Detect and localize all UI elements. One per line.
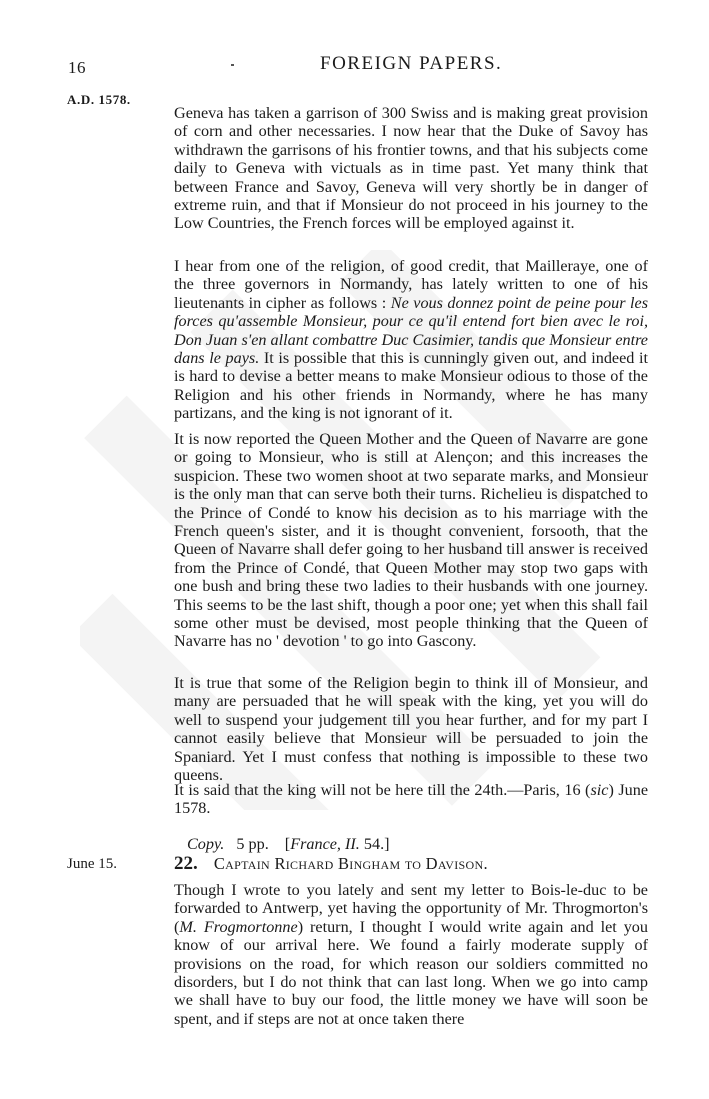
paragraph-religion: [174, 674, 648, 784]
paragraph-run: I hear from one of the religion, of good credit, that Mailleraye, one of the three governors in Normandy, has lately written to one of his lieutenants in cipher as follows :: [174, 257, 648, 312]
paragraph-text: [174, 257, 648, 423]
document-heading: [174, 853, 488, 875]
paragraph-text: It is true that some of the Religion begin to think ill of Monsieur, and many are persuaded that he will speak with the king, yet you will do well to suspend your judgement till you hear further, and for my part I cannot easily believe that Monsieur will be persuaded to join the Spaniard. Yet I must confess that nothing is impossible to these two queens.: [174, 674, 648, 785]
ref-number: 54.]: [363, 835, 390, 853]
paragraph-geneva: [174, 104, 648, 233]
paragraph-text: [174, 881, 648, 1028]
copy-reference: [187, 835, 390, 853]
paragraph-run: ) return, I thought I would write again and let you know of our arrival here. We found a fairly moderate supply of provisions on the road, for which reason our soldiers committed no disorders, but I do not think that can last long. When we go into camp we shall have to buy our food, the little money we have will soon be spent, and if steps are not at once taken there: [174, 917, 648, 1028]
italic-quotation: Ne vous donnez point de peine pour les forces qu'assemble Monsieur, pour ce qu'il entend fort bien avec le roi, Don Juan s'en allant combattre Duc Casimier, tandis que Monsieur entre dans le pays.: [174, 293, 649, 368]
paragraph-queen-mother: [174, 430, 648, 651]
document-number: 22.: [174, 853, 198, 874]
paragraph-run: Though I wrote to you lately and sent my letter to Bois-le-duc to be forwarded to Antwerp, yet having the opportunity of Mr. Throgmorton's (: [174, 881, 648, 936]
running-head: FOREIGN PAPERS.: [320, 53, 503, 74]
page-number: 16: [68, 58, 86, 77]
paragraph-mailleraye: [174, 257, 648, 423]
paragraph-run: ) June 1578.: [174, 781, 649, 818]
margin-date: June 15.: [67, 856, 117, 872]
sic-note: sic: [590, 781, 609, 799]
paragraph-text: Geneva has taken a garrison of 300 Swiss and is making great provision of corn and other necessaries. I now hear that the Duke of Savoy has withdrawn the garrisons of his frontier towns, and that his subjects come daily to Geneva with victuals as in time past. Yet many think that between France and Savoy, Geneva will very shortly be in danger of extreme ruin, and that if Monsieur do not proceed in his journey to the Low Countries, the French forces will be employed against it.: [174, 104, 648, 233]
paragraph-paris-date: [174, 781, 648, 818]
ref-collection: France, II.: [290, 835, 360, 853]
margin-year: A.D. 1578.: [67, 92, 131, 107]
paragraph-bingham-letter: [174, 881, 648, 1028]
paragraph-run: It is said that the king will not be here till the 24th.—Paris, 16 (: [174, 781, 591, 799]
italic-name: M. Frogmortonne: [179, 917, 298, 936]
paragraph-text: [174, 781, 648, 818]
header-dot: [231, 64, 234, 66]
paragraph-run: It is possible that this is cunningly given out, and indeed it is hard to devise a better means to make Monsieur odious to those of the Religion and his other friends in Normandy, where he has many partizans, and the king is not ignorant of it.: [174, 349, 649, 423]
ref-open: [: [284, 835, 291, 853]
copy-pages: 5 pp.: [236, 835, 269, 853]
copy-label: Copy.: [187, 835, 225, 853]
document-title: Captain Richard Bingham to Davison.: [213, 854, 488, 873]
paragraph-text: It is now reported the Queen Mother and the Queen of Navarre are gone or going to Monsieur, who is still at Alençon; and this increases the suspicion. These two women shoot at two separate marks, and Monsieur is the only man that can serve both their turns. Richelieu is dispatched to the Prince of Condé to know his decision as to his marriage with the French queen's sister, and it is thought convenient, forsooth, that the Queen of Navarre shall defer going to her husband till answer is received from the Prince of Condé, that Queen Mother may stop two gaps with one bush and bring these two ladies to their husbands with one journey. This seems to be the last shift, though a poor one; yet when this shall fail some other must be devised, most people thinking that the Queen of Navarre has no ' devotion ' to go into Gascony.: [174, 430, 648, 651]
